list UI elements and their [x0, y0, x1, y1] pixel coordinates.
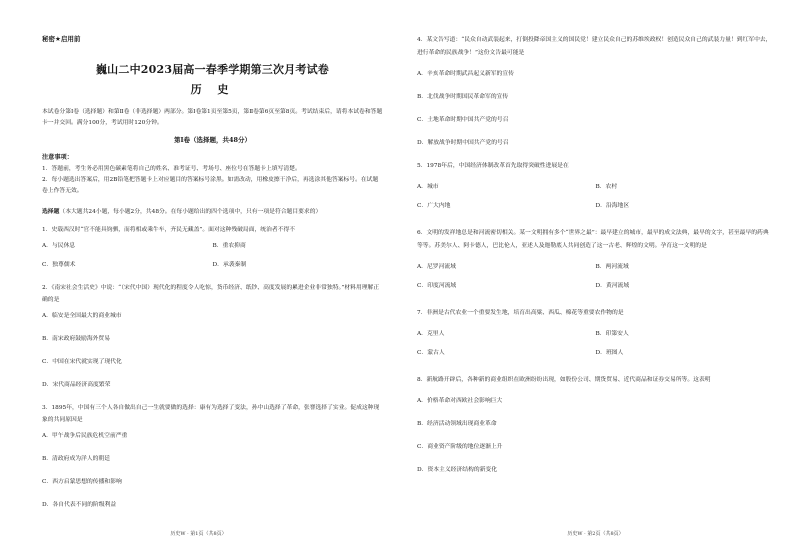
option-b: B．重农抑商	[212, 243, 246, 249]
page-footer: 历史W · 第1页（共8页）	[170, 531, 227, 537]
question-stem: 2．《南宋社会生活史》中说：“（宋代中国）现代化的程度令人吃惊，货币经济、纸钞、高度发展的累进企业非常独特。”材料用理解正确的是	[42, 285, 380, 303]
option-d: D．各自代表不同的阶级利益	[42, 502, 117, 508]
question-stem: 4．某文告写道：“民众自动武装起来，打倒投降帝国主义的国民党！建立民众自己的苏维埃政权！创造民众自己的武装力量！到红军中去，进行革命的民族战争！”这份文告最可能是	[417, 37, 772, 56]
question-options	[417, 261, 774, 299]
question-stem: 1．史载西汉时“官不能具钧驷，而将相或乘牛车，齐民无藏盖”。面对这种残破局面，统治者不得不	[42, 227, 296, 233]
secret-label: 秘密★启用前	[42, 35, 81, 43]
option-d: D．宋代商品经济高度繁荣	[42, 382, 111, 388]
note-item: 1．答题前，考生务必用黑色碳素笔将自己的姓名、准考证号、考场号、座位号在答题卡上填写清楚。	[42, 166, 301, 172]
option-d: D．班图人	[595, 350, 624, 356]
question-stem: 8．新航路开辟后，各种新的商业组织在欧洲纷纷出现，如股份公司、期货贸易、近代商品和证券交易所等。这表明	[417, 377, 711, 383]
question-5	[417, 160, 774, 219]
choice-section-heading	[42, 207, 383, 218]
question-stem: 7．非洲是古代农业一个重要发生地，培育出高粱、西瓜、棉花等重要农作物的是	[417, 310, 624, 316]
option-b: B．北伐战争时期国民革命军的宣传	[417, 94, 509, 100]
option-a: A．价格革命对西欧社会影响巨大	[417, 398, 503, 404]
option-c: C．印度河流域	[417, 283, 457, 289]
option-d: D．解放战争时期中国共产党的号召	[417, 140, 509, 146]
option-c: C．独尊儒术	[42, 262, 76, 268]
option-b: B．两河流域	[595, 264, 629, 270]
option-d: D．资本主义经济结构的新变化	[417, 467, 498, 473]
option-b: B．南宋政府鼓励海外贸易	[42, 336, 111, 342]
option-b: B．印第安人	[595, 331, 629, 337]
question-options	[417, 395, 774, 476]
option-a: A．克里人	[417, 331, 445, 337]
question-6	[417, 227, 774, 299]
question-stem: 6．文明的发祥地总是和河流密切相关。某一文明拥有多个“世界之最”：最早建立的城市，最早的成文法典，最早的文字，甚至最早的药典等等。苏美尔人、阿卡德人，巴比伦人，亚述人及迦勒底人共同创造了这一古老、辉煌的文明。孕育这一文明的是	[417, 230, 769, 249]
option-a: A．甲午战争后民族危机空前严重	[42, 433, 128, 439]
section-1-heading: 第Ⅰ卷（选择题，共48分）	[173, 136, 252, 144]
question-7	[417, 307, 774, 366]
exam-title: 巍山二中2023届高一春季学期第三次月考试卷	[95, 63, 329, 76]
exam-subject: 历 史	[190, 83, 235, 96]
option-d: D．沿海地区	[595, 203, 630, 209]
option-c: C．西方启蒙思想的传播和影响	[42, 479, 122, 485]
option-a: A．临安是全国最大的商业城市	[42, 313, 122, 319]
option-b: B．清政府成为洋人的朝廷	[42, 456, 111, 462]
choice-section-label: 选择题	[42, 209, 60, 215]
option-b: B．经济活动领域出现商业革命	[417, 421, 497, 427]
page-2	[397, 0, 794, 544]
option-d: D．黄河流域	[595, 283, 630, 289]
question-4	[417, 34, 774, 149]
option-c: C．土地革命时期中国共产党的号召	[417, 117, 509, 123]
question-options	[417, 68, 774, 149]
option-a: A．辛亥革命时期武昌起义新军的宣传	[417, 71, 514, 77]
option-c: C．广大内地	[417, 203, 451, 209]
note-item: 2．每小题选出答案后，用2B铅笔把答题卡上对应题目的答案标号涂黑。如需改动，用橡皮擦干净后，再选涂其他答案标号。在试题卷上作答无效。	[42, 177, 379, 194]
question-options	[417, 328, 774, 366]
option-b: B．农村	[595, 184, 618, 190]
option-a: A．与民休息	[42, 243, 76, 249]
option-d: D．承袭秦制	[212, 262, 247, 268]
question-options	[42, 310, 383, 391]
option-c: C．中国在宋代就实现了现代化	[42, 359, 122, 365]
exam-intro: 本试卷分第Ⅰ卷（选择题）和第Ⅱ卷（非选择题）两部分。第Ⅰ卷第1页至第5页，第Ⅱ卷第6页至第8页。考试结束后，请将本试卷和答题卡一并交回。满分100分，考试用时120分钟。	[42, 109, 383, 126]
page-footer: 历史W · 第2页（共8页）	[567, 531, 624, 537]
question-8	[417, 374, 774, 476]
question-1	[42, 224, 383, 278]
question-options	[417, 181, 774, 219]
choice-section-instructions: （本大题共24小题，每小题2分，共48分。在每小题给出的四个选项中，只有一项是符合题目要求的）	[59, 209, 322, 215]
question-2	[42, 282, 383, 391]
question-stem: 5．1978年后，中国经济体制改革首先取得突破性进展是在	[417, 163, 569, 169]
question-stem: 3．1895年，中国有三个人各自做出自己一生就要做的选择：康有为选择了变法，孙中山选择了革命，张謇选择了实业。促成这种现象的共同原因是	[42, 405, 380, 423]
question-3	[42, 402, 383, 511]
question-options	[42, 430, 383, 511]
notes-title: 注意事项：	[42, 154, 73, 161]
option-c: C．商业资产阶级的地位逐渐上升	[417, 444, 503, 450]
option-c: C．蒙古人	[417, 350, 445, 356]
question-options	[42, 240, 383, 278]
option-a: A．城市	[417, 184, 439, 190]
option-a: A．尼罗河流域	[417, 264, 456, 270]
